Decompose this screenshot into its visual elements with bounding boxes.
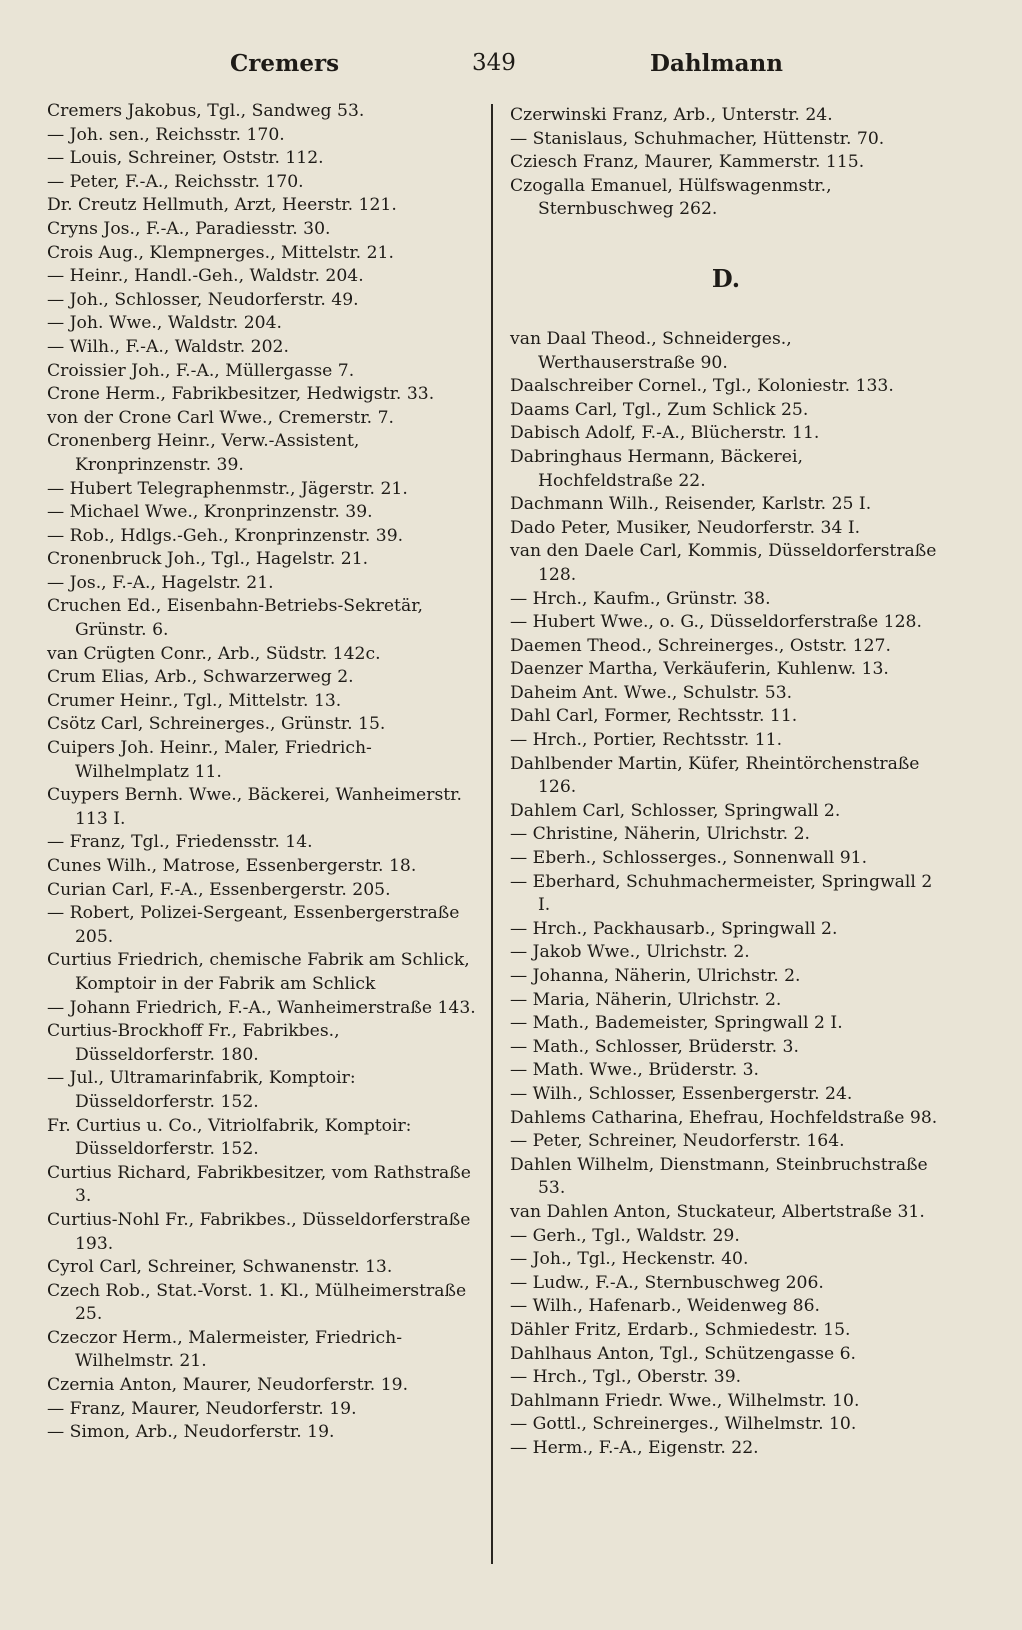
- directory-entry: Dr. Creutz Hellmuth, Arzt, Heerstr. 121.: [47, 195, 397, 216]
- directory-entry: Czerwinski Franz, Arb., Unterstr. 24.: [510, 105, 833, 125]
- directory-entry: Dado Peter, Musiker, Neudorferstr. 34 I.: [510, 517, 861, 538]
- directory-entry: — Jakob Wwe., Ulrichstr. 2.: [510, 942, 750, 963]
- directory-entry: Cryns Jos., F.-A., Paradiesstr. 30.: [47, 218, 331, 239]
- directory-entry: Dabisch Adolf, F.-A., Blücherstr. 11.: [510, 423, 820, 444]
- directory-entry: Dahlhaus Anton, Tgl., Schützengasse 6.: [510, 1343, 857, 1364]
- directory-entry: Dabringhaus Hermann, Bäckerei, Hochfeldstraße 22.: [510, 446, 803, 491]
- directory-entry: — Gerh., Tgl., Waldstr. 29.: [510, 1225, 740, 1246]
- directory-entry: Dahlem Carl, Schlosser, Springwall 2.: [510, 800, 841, 821]
- page-number: 349: [472, 50, 516, 76]
- directory-entry: — Johann Friedrich, F.-A., Wanheimerstraße 143.: [47, 997, 476, 1018]
- directory-entry: Curian Carl, F.-A., Essenbergerstr. 205.: [47, 879, 391, 900]
- directory-entry: — Hubert Telegraphenmstr., Jägerstr. 21.: [47, 478, 408, 499]
- directory-entry: van Daal Theod., Schneiderges., Werthauserstraße 90.: [510, 328, 792, 373]
- directory-entry: — Peter, F.-A., Reichsstr. 170.: [47, 171, 304, 192]
- directory-entry: Curtius-Nohl Fr., Fabrikbes., Düsseldorferstraße 193.: [47, 1209, 471, 1254]
- directory-entry: Dahlen Wilhelm, Dienstmann, Steinbruchstraße 53.: [510, 1154, 928, 1199]
- directory-entry: — Hubert Wwe., o. G., Düsseldorferstraße 128.: [510, 612, 922, 633]
- directory-entry: — Hrch., Tgl., Oberstr. 39.: [510, 1367, 742, 1388]
- directory-entry: Cyrol Carl, Schreiner, Schwanenstr. 13.: [47, 1257, 393, 1278]
- directory-entry: Crumer Heinr., Tgl., Mittelstr. 13.: [47, 690, 342, 711]
- directory-entry: — Jos., F.-A., Hagelstr. 21.: [47, 572, 274, 593]
- directory-entry: Crois Aug., Klempnerges., Mittelstr. 21.: [47, 242, 394, 263]
- directory-entry: van Dahlen Anton, Stuckateur, Albertstraße 31.: [510, 1201, 925, 1222]
- directory-entry: Dahlbender Martin, Küfer, Rheintörchenstraße 126.: [510, 753, 920, 798]
- directory-entry: — Joh., Tgl., Heckenstr. 40.: [510, 1249, 749, 1270]
- directory-entry: Daams Carl, Tgl., Zum Schlick 25.: [510, 399, 809, 420]
- directory-entry: Cremers Jakobus, Tgl., Sandweg 53.: [47, 101, 365, 121]
- right-column: [510, 104, 942, 1460]
- directory-entry: — Heinr., Handl.-Geh., Waldstr. 204.: [47, 266, 364, 287]
- directory-entry: Cronenbruck Joh., Tgl., Hagelstr. 21.: [47, 549, 369, 570]
- directory-entry: Daalschreiber Cornel., Tgl., Koloniestr. 133.: [510, 376, 894, 397]
- directory-entry: Cuipers Joh. Heinr., Maler, Friedrich-Wilhelmplatz 11.: [47, 738, 372, 782]
- directory-entry: Cronenberg Heinr., Verw.-Assistent, Kronprinzenstr. 39.: [47, 431, 360, 475]
- directory-entry: — Rob., Hdlgs.-Geh., Kronprinzenstr. 39.: [47, 525, 404, 546]
- directory-entry: van Crügten Conr., Arb., Südstr. 142c.: [47, 643, 381, 664]
- directory-entry: Dahlmann Friedr. Wwe., Wilhelmstr. 10.: [510, 1390, 860, 1411]
- directory-entry: — Louis, Schreiner, Oststr. 112.: [47, 148, 324, 169]
- directory-entry: — Peter, Schreiner, Neudorferstr. 164.: [510, 1131, 845, 1152]
- directory-entry: Cunes Wilh., Matrose, Essenbergerstr. 18.: [47, 856, 417, 876]
- directory-entry: — Joh., Schlosser, Neudorferstr. 49.: [47, 289, 359, 310]
- directory-entry: Dahlems Catharina, Ehefrau, Hochfeldstraße 98.: [510, 1107, 938, 1128]
- directory-entry: — Eberh., Schlosserges., Sonnenwall 91.: [510, 848, 868, 869]
- directory-entry: von der Crone Carl Wwe., Cremerstr. 7.: [47, 407, 394, 428]
- directory-entry: — Christine, Näherin, Ulrichstr. 2.: [510, 824, 810, 845]
- directory-entry: Croissier Joh., F.-A., Müllergasse 7.: [47, 360, 355, 381]
- right-column-bottom-entries: [510, 328, 942, 1461]
- directory-entry: — Math., Schlosser, Brüderstr. 3.: [510, 1036, 799, 1057]
- directory-entry: Daenzer Martha, Verkäuferin, Kuhlenw. 13.: [510, 659, 889, 680]
- right-column-top-entries: [510, 104, 942, 222]
- directory-entry: — Wilh., Schlosser, Essenbergerstr. 24.: [510, 1083, 853, 1104]
- directory-entry: — Jul., Ultramarinfabrik, Komptoir: Düsseldorferstr. 152.: [47, 1068, 356, 1112]
- directory-entry: Cziesch Franz, Maurer, Kammerstr. 115.: [510, 152, 865, 173]
- directory-entry: — Hrch., Portier, Rechtsstr. 11.: [510, 730, 783, 751]
- directory-entry: — Simon, Arb., Neudorferstr. 19.: [47, 1422, 335, 1443]
- directory-entry: — Stanislaus, Schuhmacher, Hüttenstr. 70.: [510, 128, 885, 149]
- directory-entry: — Eberhard, Schuhmachermeister, Springwall 2 I.: [510, 871, 933, 916]
- directory-entry: Daheim Ant. Wwe., Schulstr. 53.: [510, 682, 793, 703]
- directory-entry: Czogalla Emanuel, Hülfswagenmstr., Sternbuschweg 262.: [510, 175, 832, 220]
- directory-entry: Daemen Theod., Schreinerges., Oststr. 127.: [510, 635, 891, 656]
- section-letter-heading: D.: [711, 263, 741, 293]
- directory-entry: Curtius Friedrich, chemische Fabrik am Schlick, Komptoir in der Fabrik am Schlick: [47, 950, 470, 994]
- directory-entry: — Hrch., Kaufm., Grünstr. 38.: [510, 588, 771, 609]
- directory-entry: — Herm., F.-A., Eigenstr. 22.: [510, 1437, 759, 1458]
- directory-entry: — Johanna, Näherin, Ulrichstr. 2.: [510, 966, 801, 986]
- directory-entry: — Franz, Tgl., Friedensstr. 14.: [47, 832, 313, 853]
- directory-entry: Csötz Carl, Schreinerges., Grünstr. 15.: [47, 714, 386, 735]
- directory-entry: — Franz, Maurer, Neudorferstr. 19.: [47, 1398, 357, 1419]
- directory-entry: Crum Elias, Arb., Schwarzerweg 2.: [47, 667, 354, 688]
- directory-entry: — Wilh., Hafenarb., Weidenweg 86.: [510, 1296, 821, 1317]
- directory-entry: — Ludw., F.-A., Sternbuschweg 206.: [510, 1272, 824, 1293]
- directory-entry: Dähler Fritz, Erdarb., Schmiedestr. 15.: [510, 1319, 851, 1340]
- directory-entry: Dachmann Wilh., Reisender, Karlstr. 25 I.: [510, 494, 872, 515]
- directory-entry: Cruchen Ed., Eisenbahn-Betriebs-Sekretär, Grünstr. 6.: [47, 596, 423, 641]
- directory-entry: Czech Rob., Stat.-Vorst. 1. Kl., Mülheimerstraße 25.: [47, 1280, 467, 1325]
- directory-entry: Dahl Carl, Former, Rechtsstr. 11.: [510, 706, 798, 727]
- directory-entry: van den Daele Carl, Kommis, Düsseldorferstraße 128.: [510, 541, 937, 585]
- directory-entry: — Robert, Polizei-Sergeant, Essenbergerstraße 205.: [47, 903, 460, 947]
- header-right-word: Dahlmann: [650, 50, 783, 77]
- left-column: [47, 100, 477, 1445]
- directory-entry: — Gottl., Schreinerges., Wilhelmstr. 10.: [510, 1414, 857, 1435]
- directory-entry: Czeczor Herm., Malermeister, Friedrich-Wilhelmstr. 21.: [47, 1327, 403, 1372]
- directory-entry: — Wilh., F.-A., Waldstr. 202.: [47, 336, 289, 357]
- directory-entry: Fr. Curtius u. Co., Vitriolfabrik, Komptoir: Düsseldorferstr. 152.: [47, 1115, 412, 1160]
- directory-entry: — Math. Wwe., Brüderstr. 3.: [510, 1060, 760, 1081]
- directory-entry: — Michael Wwe., Kronprinzenstr. 39.: [47, 502, 373, 523]
- header-left-word: Cremers: [230, 50, 340, 77]
- directory-entry: — Joh. sen., Reichsstr. 170.: [47, 124, 285, 145]
- page-header: [40, 50, 982, 90]
- column-divider: [491, 104, 493, 1564]
- directory-entry: — Math., Bademeister, Springwall 2 I.: [510, 1013, 843, 1034]
- directory-entry: — Joh. Wwe., Waldstr. 204.: [47, 313, 282, 334]
- directory-entry: — Hrch., Packhausarb., Springwall 2.: [510, 918, 838, 939]
- directory-entry: Czernia Anton, Maurer, Neudorferstr. 19.: [47, 1375, 409, 1396]
- directory-entry: Cuypers Bernh. Wwe., Bäckerei, Wanheimerstr. 113 I.: [47, 785, 462, 829]
- directory-entry: Curtius-Brockhoff Fr., Fabrikbes., Düsseldorferstr. 180.: [47, 1021, 340, 1065]
- directory-entry: Crone Herm., Fabrikbesitzer, Hedwigstr. 33.: [47, 384, 435, 405]
- directory-entry: Curtius Richard, Fabrikbesitzer, vom Rathstraße 3.: [47, 1162, 471, 1207]
- directory-entry: — Maria, Näherin, Ulrichstr. 2.: [510, 989, 782, 1010]
